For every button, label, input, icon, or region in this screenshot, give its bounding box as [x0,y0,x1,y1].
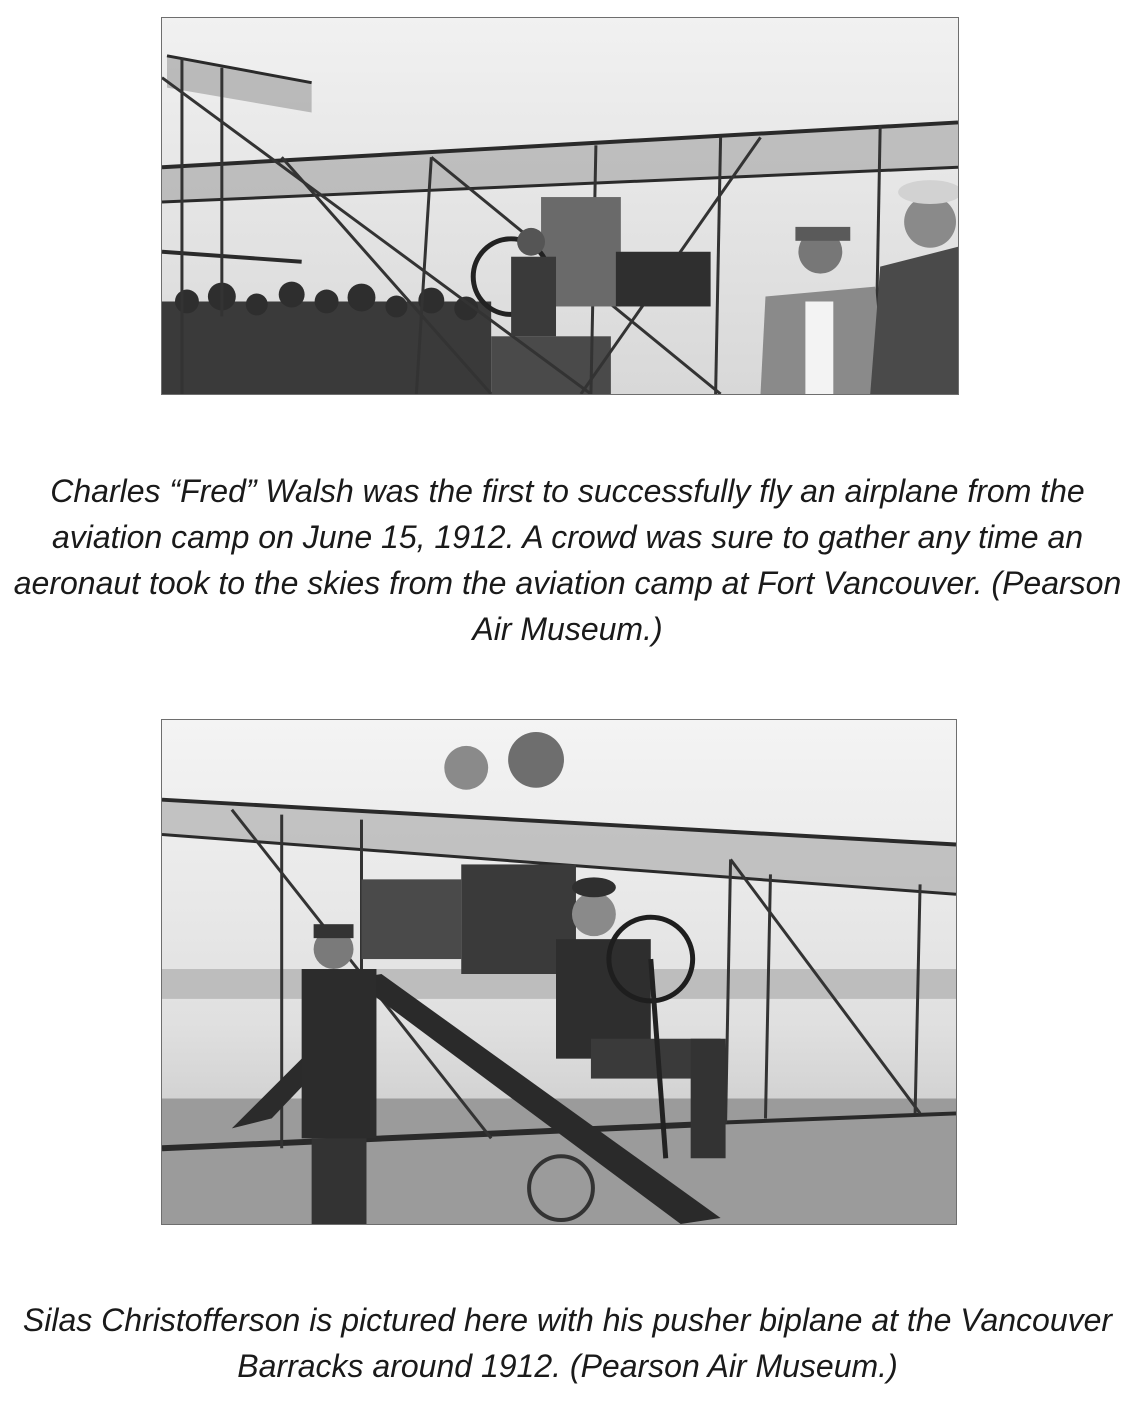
photo-caption-walsh: Charles “Fred” Walsh was the first to successfully fly an airplane from the aviation camp on June 15, 1912. A crowd was sure to gather any time an aeronaut took to the skies from the aviation camp at Fort Vancouver. (Pearson Air Museum.) [13,473,1122,647]
photo-walsh-biplane-crowd [161,17,959,395]
photo-christofferson-biplane [161,719,957,1225]
photo-caption-christofferson: Silas Christofferson is pictured here with his pusher biplane at the Vancouver Barracks around 1912. (Pearson Air Museum.) [22,1302,1113,1384]
